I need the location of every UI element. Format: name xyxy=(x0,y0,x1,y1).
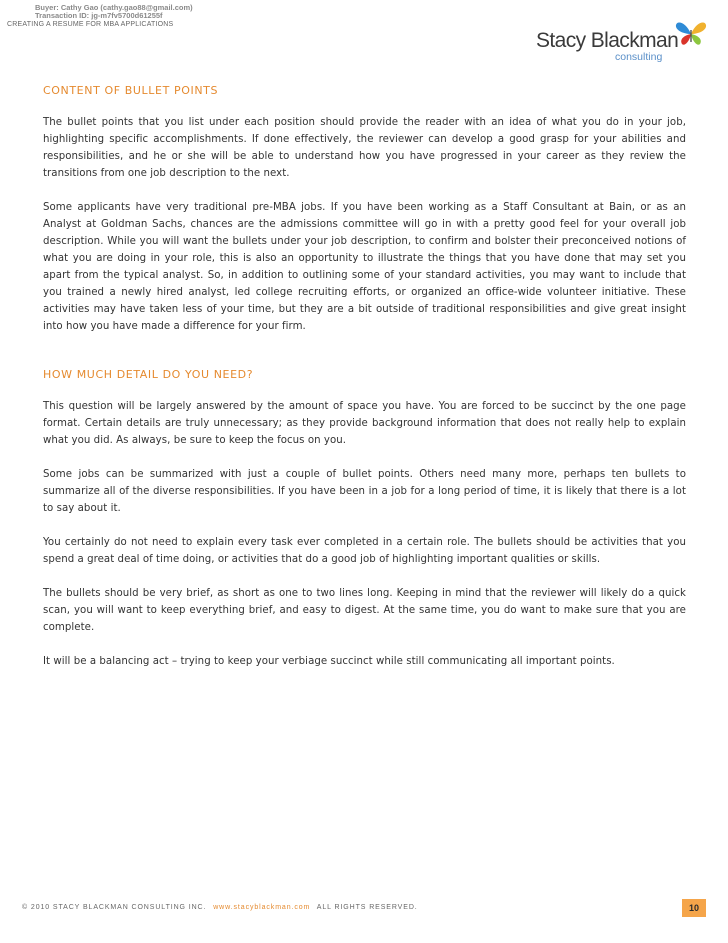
butterfly-icon xyxy=(674,19,708,49)
footer-copyright: © 2010 STACY BLACKMAN CONSULTING INC. xyxy=(22,904,207,911)
logo-name: Stacy Blackman xyxy=(536,29,679,52)
company-logo xyxy=(533,19,713,67)
footer-website-link[interactable]: www.stacyblackman.com xyxy=(213,904,311,911)
paragraph: It will be a balancing act – trying to keep your verbiage succinct while still communicating all important points. xyxy=(43,656,615,667)
paragraph: Some applicants have very traditional pre-MBA jobs. If you have been working as a Staff Consultant at Bain, or as an Analyst at Goldman Sachs, chances are the admissions committee will go in with a pretty good feel for your overall job description. While you will want the bullets under your job description, to confirm and bolster their preconceived notions of what you are doing in your role, this is also an opportunity to illustrate the things that you have done that may set you apart from the typical analyst. So, in addition to outlining some of your standard activities, you may want to include that you trained a newly hired analyst, led college recruiting efforts, or organized an office-wide volunteer initiative. These activities may have taken less of your time, but they are a bit outside of traditional responsibilities and give great insight into how you have made a difference for your firm. xyxy=(43,202,686,332)
footer xyxy=(22,904,418,911)
logo-subtitle: consulting xyxy=(615,51,663,63)
paragraph: The bullet points that you list under each position should provide the reader with an idea of what you do in your job, highlighting specific accomplishments. If done effectively, the reviewer can develop a good grasp for your abilities and responsibilities, and he or she will be able to understand how you have progressed in your career as they review the transitions from one job description to the next. xyxy=(43,117,686,179)
paragraph: You certainly do not need to explain every task ever completed in a certain role. The bullets should be activities that you spend a great deal of time doing, or activities that do a good job of highlighting important qualities or skills. xyxy=(43,537,686,565)
section-heading-detail: HOW MUCH DETAIL DO YOU NEED? xyxy=(43,368,254,381)
paragraph: This question will be largely answered by the amount of space you have. You are forced to be succinct by the one page format. Certain details are truly unnecessary; as they provide background information that does not really help to explain what you did. As always, be sure to keep the focus on you. xyxy=(43,401,686,446)
paragraph: The bullets should be very brief, as short as one to two lines long. Keeping in mind that the reviewer will likely do a quick scan, you will want to keep everything brief, and easy to digest. At the same time, you do want to make sure that you are complete. xyxy=(43,588,686,633)
page-number-badge: 10 xyxy=(682,899,706,917)
section-heading-bullet-content: CONTENT OF BULLET POINTS xyxy=(43,84,219,97)
buyer-watermark xyxy=(35,4,193,20)
transaction-line: Transaction ID: jg-m7fv5700d61255f xyxy=(35,11,163,20)
buyer-line: Buyer: Cathy Gao (cathy.gao88@gmail.com) xyxy=(35,3,193,12)
running-header-title: CREATING A RESUME FOR MBA APPLICATIONS xyxy=(7,21,174,28)
footer-rights: ALL RIGHTS RESERVED. xyxy=(316,904,418,911)
main-content xyxy=(43,80,686,670)
paragraph: Some jobs can be summarized with just a couple of bullet points. Others need many more, perhaps ten bullets to summarize all of the diverse responsibilities. If you have been in a job for a long period of time, it is likely that there is a lot to say about it. xyxy=(43,469,686,514)
